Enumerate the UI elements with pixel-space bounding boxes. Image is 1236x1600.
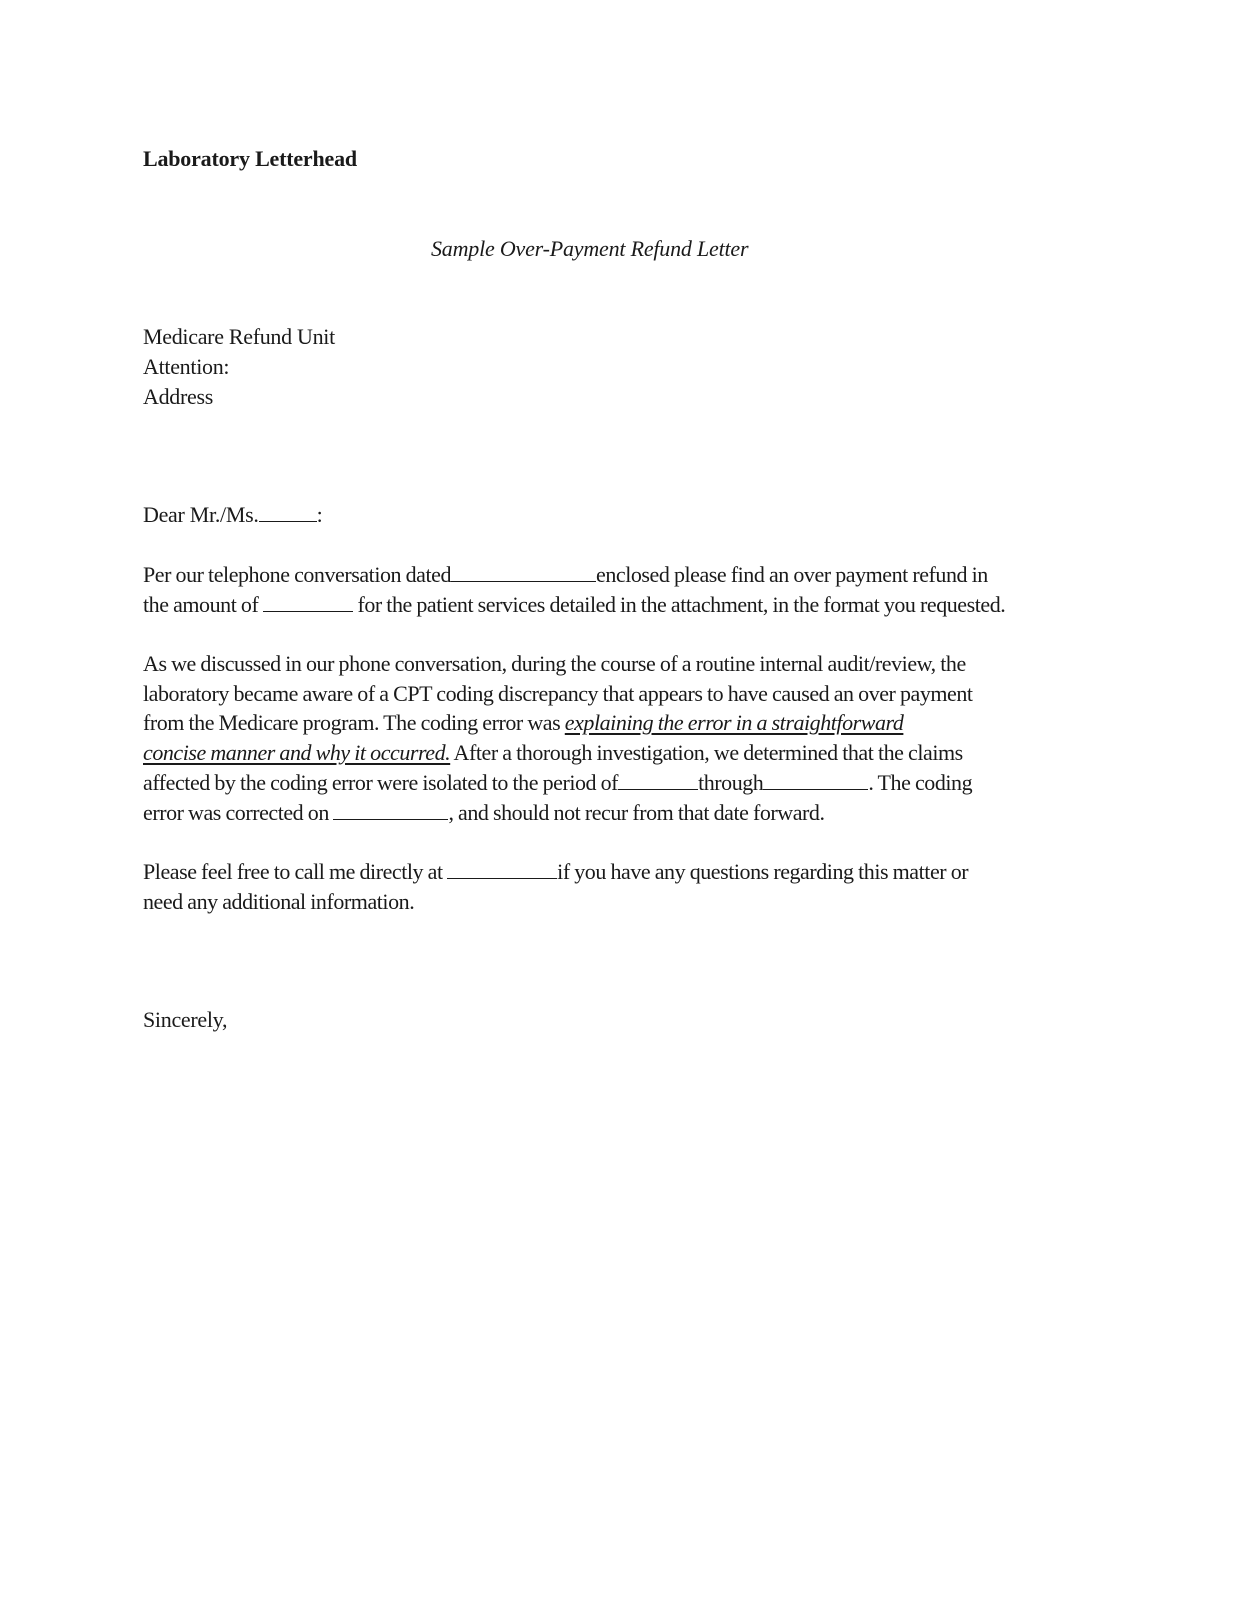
error-explanation-placeholder: explaining the error in a straightforward [564, 710, 904, 736]
paragraph-line [143, 708, 1083, 738]
text-span: from the Medicare program. The coding error was [143, 710, 565, 736]
text-span: Please feel free to call me directly at [143, 859, 448, 884]
text-span: Per our telephone conversation dated [143, 562, 452, 587]
recipient-address-block [143, 322, 335, 412]
paragraph-refund-enclosed [143, 560, 1083, 619]
text-span: for the patient services detailed in the attachment, in the format you requested. [352, 591, 1006, 617]
text-span: affected by the coding error were isolated to the period of [143, 769, 619, 795]
text-span: , and should not recur from that date forward. [448, 799, 825, 825]
recipient-attention: Attention: [143, 354, 230, 379]
paragraph-line: need any additional information. [143, 888, 415, 914]
period-end-blank[interactable] [763, 771, 868, 790]
paragraph-line [143, 768, 1083, 798]
text-span: enclosed please find an over payment refund in [596, 562, 988, 587]
error-explanation-placeholder: concise manner and why it occurred. [143, 740, 451, 766]
paragraph-contact [143, 857, 1083, 916]
paragraph-line [143, 798, 1083, 828]
text-span: if you have any questions regarding this matter or [557, 859, 969, 884]
text-span: . The coding [868, 769, 973, 795]
recipient-name-blank[interactable] [259, 503, 317, 522]
salutation-prefix: Dear Mr./Ms. [143, 502, 259, 527]
paragraph-line [143, 857, 1083, 887]
letterhead: Laboratory Letterhead [143, 146, 357, 171]
recipient-name: Medicare Refund Unit [143, 324, 335, 349]
text-span: through [698, 769, 764, 795]
salutation [143, 500, 322, 530]
paragraph-error-explanation [143, 649, 1083, 827]
refund-amount-blank[interactable] [263, 593, 353, 612]
paragraph-line: As we discussed in our phone conversation, during the course of a routine internal audit/review, the [143, 651, 966, 676]
phone-number-blank[interactable] [447, 860, 557, 879]
text-span: error was corrected on [143, 799, 334, 825]
text-span: After a thorough investigation, we determined that the claims [450, 740, 963, 766]
text-span: the amount of [143, 591, 263, 617]
salutation-suffix: : [316, 502, 323, 527]
paragraph-line: laboratory became aware of a CPT coding discrepancy that appears to have caused an over payment [143, 680, 973, 706]
document-title: Sample Over-Payment Refund Letter [431, 236, 749, 261]
recipient-address: Address [143, 384, 214, 409]
period-start-blank[interactable] [618, 771, 698, 790]
closing: Sincerely, [143, 1007, 228, 1032]
conversation-date-blank[interactable] [451, 563, 596, 582]
paragraph-line [143, 590, 1083, 620]
correction-date-blank[interactable] [333, 801, 448, 820]
paragraph-line [143, 560, 1083, 590]
paragraph-line [143, 738, 1083, 768]
